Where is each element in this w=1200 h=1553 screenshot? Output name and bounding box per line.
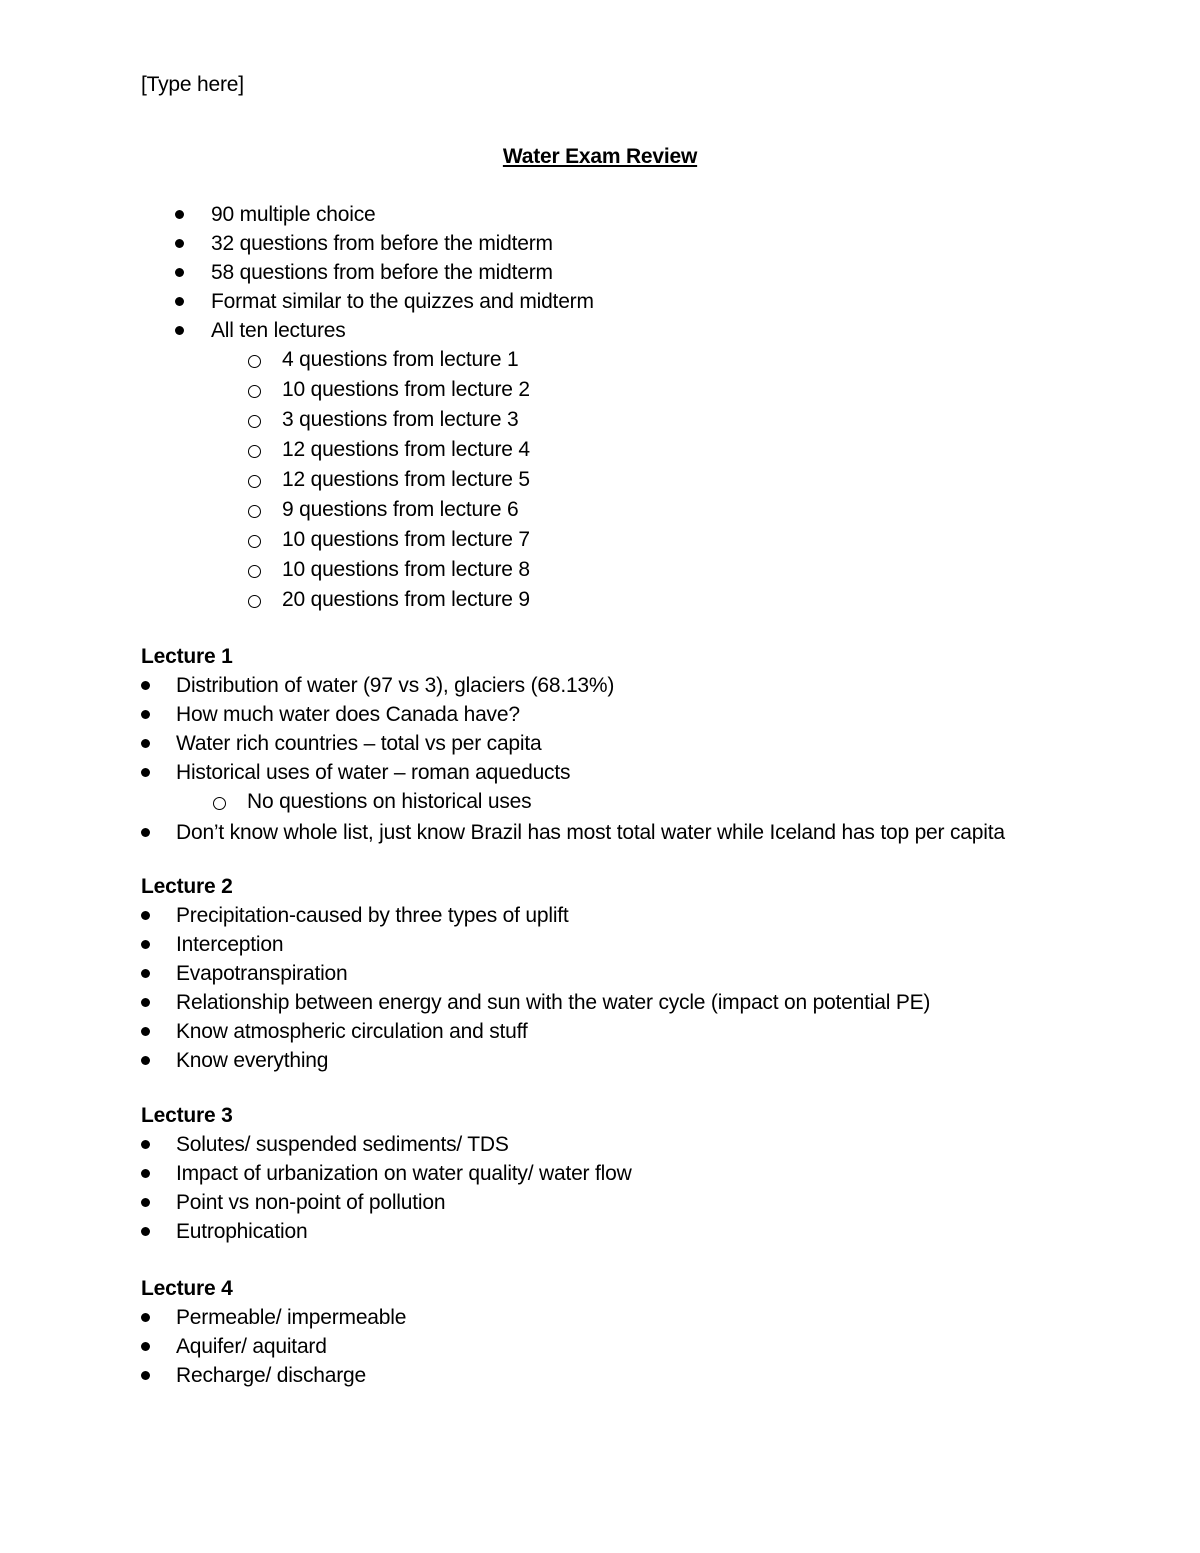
sub-list-item: 10 questions from lecture 7 [0, 525, 1200, 555]
lecture-2-list [0, 901, 1200, 1075]
bullet-icon [175, 210, 184, 219]
list-item: Know atmospheric circulation and stuff [0, 1017, 1200, 1046]
list-item: Don’t know whole list, just know Brazil has most total water while Iceland has top per capita [0, 818, 1200, 847]
bullet-icon [141, 998, 150, 1007]
sub-list-item: 9 questions from lecture 6 [0, 495, 1200, 525]
sub-list-item: 12 questions from lecture 5 [0, 465, 1200, 495]
bullet-icon [141, 911, 150, 920]
list-item: Solutes/ suspended sediments/ TDS [0, 1130, 1200, 1159]
lecture-3-section [0, 1101, 1200, 1246]
bullet-icon [141, 1227, 150, 1236]
bullet-icon [141, 1027, 150, 1036]
circle-bullet-icon [248, 475, 261, 488]
list-item: All ten lectures [0, 316, 1200, 345]
section-heading: Lecture 2 [141, 875, 233, 898]
lecture-2-section [0, 872, 1200, 1075]
section-heading: Lecture 1 [141, 645, 233, 668]
circle-bullet-icon [213, 797, 226, 810]
sub-list-item: 10 questions from lecture 8 [0, 555, 1200, 585]
bullet-icon [141, 739, 150, 748]
list-item: Recharge/ discharge [0, 1361, 1200, 1390]
lecture-4-section [0, 1274, 1200, 1390]
list-item: Eutrophication [0, 1217, 1200, 1246]
list-item: Know everything [0, 1046, 1200, 1075]
list-item: Permeable/ impermeable [0, 1303, 1200, 1332]
sub-list-item: No questions on historical uses [0, 787, 1200, 816]
sub-list-item: 10 questions from lecture 2 [0, 375, 1200, 405]
sub-list-item: 3 questions from lecture 3 [0, 405, 1200, 435]
circle-bullet-icon [248, 595, 261, 608]
bullet-icon [141, 940, 150, 949]
bullet-icon [141, 1198, 150, 1207]
header-placeholder[interactable]: [Type here] [141, 73, 244, 96]
lecture-4-list [0, 1303, 1200, 1390]
sub-list-item: 20 questions from lecture 9 [0, 585, 1200, 615]
list-item: 58 questions from before the midterm [0, 258, 1200, 287]
circle-bullet-icon [248, 415, 261, 428]
list-item: Distribution of water (97 vs 3), glaciers (68.13%) [0, 671, 1200, 700]
bullet-icon [141, 1140, 150, 1149]
sub-list-item: 4 questions from lecture 1 [0, 345, 1200, 375]
list-item: Water rich countries – total vs per capita [0, 729, 1200, 758]
circle-bullet-icon [248, 565, 261, 578]
list-item: Impact of urbanization on water quality/ water flow [0, 1159, 1200, 1188]
circle-bullet-icon [248, 385, 261, 398]
bullet-icon [141, 768, 150, 777]
lecture-3-list [0, 1130, 1200, 1246]
list-item: How much water does Canada have? [0, 700, 1200, 729]
bullet-icon [175, 268, 184, 277]
list-item: Aquifer/ aquitard [0, 1332, 1200, 1361]
circle-bullet-icon [248, 355, 261, 368]
bullet-icon [141, 681, 150, 690]
list-item: Evapotranspiration [0, 959, 1200, 988]
bullet-icon [175, 297, 184, 306]
lecture-1-section [0, 642, 1200, 847]
list-item: 32 questions from before the midterm [0, 229, 1200, 258]
lecture-breakdown-list [0, 345, 1200, 615]
section-heading: Lecture 3 [141, 1104, 233, 1127]
list-item: 90 multiple choice [0, 200, 1200, 229]
circle-bullet-icon [248, 505, 261, 518]
bullet-icon [175, 326, 184, 335]
list-item: Historical uses of water – roman aqueducts [0, 758, 1200, 787]
bullet-icon [141, 1169, 150, 1178]
section-heading: Lecture 4 [141, 1277, 233, 1300]
circle-bullet-icon [248, 535, 261, 548]
sub-list-item: 12 questions from lecture 4 [0, 435, 1200, 465]
bullet-icon [141, 1313, 150, 1322]
list-item: Interception [0, 930, 1200, 959]
list-item: Point vs non-point of pollution [0, 1188, 1200, 1217]
list-item: Relationship between energy and sun with the water cycle (impact on potential PE) [0, 988, 1200, 1017]
lecture-1-list [0, 671, 1200, 847]
list-item: Precipitation-caused by three types of uplift [0, 901, 1200, 930]
bullet-icon [141, 828, 150, 837]
bullet-icon [141, 1342, 150, 1351]
document-title: Water Exam Review [502, 145, 698, 168]
bullet-icon [141, 1371, 150, 1380]
bullet-icon [175, 239, 184, 248]
bullet-icon [141, 969, 150, 978]
exam-overview-list [0, 200, 1200, 615]
list-item: Format similar to the quizzes and midterm [0, 287, 1200, 316]
bullet-icon [141, 1056, 150, 1065]
circle-bullet-icon [248, 445, 261, 458]
bullet-icon [141, 710, 150, 719]
